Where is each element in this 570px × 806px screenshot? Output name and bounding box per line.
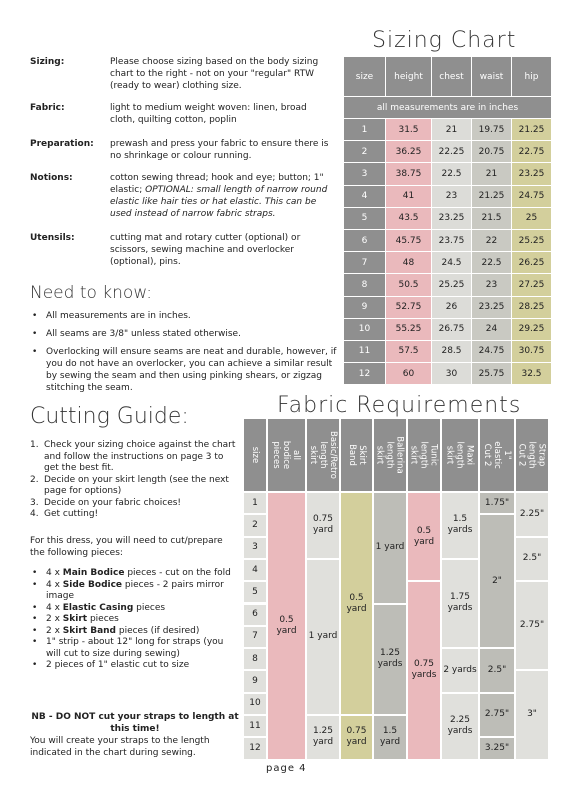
size-cell: 9 (243, 670, 267, 692)
column-header: Basic/Retro length skirt (306, 418, 340, 492)
table-cell: 48 (386, 252, 432, 274)
skirt-band-cell: 0.5 yard (340, 492, 373, 715)
table-cell: 45.75 (386, 229, 432, 251)
ballerina-skirt-cell: 1.25 yards (373, 604, 407, 716)
table-cell: 57.5 (386, 340, 432, 362)
table-cell: 26.25 (512, 252, 552, 274)
table-cell: 32.5 (512, 363, 552, 385)
list-item: • 2 x Skirt Band pieces (if desired) (30, 626, 240, 638)
list-item: 4. Get cutting! (30, 509, 99, 519)
need-to-know-list (30, 310, 340, 400)
table-cell: 27.25 (512, 274, 552, 296)
sizing-label: Sizing: (30, 57, 65, 67)
size-cell: 4 (243, 559, 267, 581)
ballerina-skirt-cell: 1.5 yard (373, 715, 407, 760)
notions-text: cotton sewing thread; hook and eye; button; 1" elastic; OPTIONAL: small length of narrow round elastic like hair ties or hat elastic. This can be used instead of narrow fabric straps. (110, 173, 328, 219)
size-cell: 10 (243, 693, 267, 715)
table-cell: 11 (344, 340, 386, 362)
maxi-skirt-cell: 1.75 yards (441, 559, 479, 648)
table-cell: 8 (344, 274, 386, 296)
table-row (344, 340, 552, 362)
table-cell: 21 (432, 119, 472, 141)
column-header: Strap length Cut 2 (515, 418, 549, 492)
table-cell: 22.75 (512, 141, 552, 163)
table-row (344, 229, 552, 251)
table-cell: 25.25 (432, 274, 472, 296)
table-cell: 22.5 (432, 163, 472, 185)
list-item: • 4 x Side Bodice pieces - 2 pairs mirror image (30, 580, 240, 603)
nb-title: NB - DO NOT cut your straps to length at this time! (31, 712, 239, 734)
strap-cell: 3" (515, 670, 549, 759)
fabric-requirements-title: Fabric Requirements (277, 393, 522, 418)
header-size: size (344, 57, 386, 97)
table-cell: 5 (344, 207, 386, 229)
basic-skirt-cell: 1.25 yard (306, 715, 340, 760)
column-header: size (243, 418, 267, 492)
column-header: Ballerina length skirt (373, 418, 407, 492)
cutting-intro: For this dress, you will need to cut/prepare the following pieces: (30, 536, 223, 558)
bodice-cell: 0.5 yard (267, 492, 306, 760)
table-cell: 26 (432, 296, 472, 318)
table-cell: 19.75 (472, 119, 512, 141)
table-cell: 23.75 (432, 229, 472, 251)
basic-skirt-cell: 0.75 yard (306, 492, 340, 559)
table-cell: 21.25 (472, 185, 512, 207)
column-header: Skirt Band (340, 418, 373, 492)
table-cell: 7 (344, 252, 386, 274)
table-cell: 2 (344, 141, 386, 163)
table-cell: 23.25 (472, 296, 512, 318)
column-header: Maxi length skirt (441, 418, 479, 492)
cutting-guide-title: Cutting Guide: (30, 404, 189, 429)
list-item: • 2 pieces of 1" elastic cut to size (30, 660, 240, 672)
table-cell: 22.25 (432, 141, 472, 163)
table-cell: 21.25 (512, 119, 552, 141)
size-cell: 12 (243, 737, 267, 759)
elastic-cell: 2" (479, 514, 515, 648)
list-item: • 1" strip - about 12" long for straps (you will cut to size during sewing) (30, 637, 240, 660)
size-cell: 6 (243, 604, 267, 626)
elastic-cell: 2.75" (479, 693, 515, 738)
pieces-list (30, 568, 240, 672)
table-row (344, 185, 552, 207)
table-row (344, 141, 552, 163)
table-cell: 22 (472, 229, 512, 251)
table-cell: 21 (472, 163, 512, 185)
list-item: • 2 x Skirt pieces (30, 614, 240, 626)
column-header: all bodice pieces (267, 418, 306, 492)
column-header: 1" elastic Cut 2 (479, 418, 515, 492)
table-cell: 28.5 (432, 340, 472, 362)
maxi-skirt-cell: 2 yards (441, 648, 479, 693)
table-cell: 28.25 (512, 296, 552, 318)
preparation-text: prewash and press your fabric to ensure there is no shrinkage or colour running. (110, 139, 329, 161)
table-row (344, 363, 552, 385)
fabric-requirements-grid (243, 418, 549, 760)
fabric-label: Fabric: (30, 103, 65, 113)
nb-text: You will create your straps to the length indicated in the chart during sewing. (30, 736, 210, 758)
table-cell: 55.25 (386, 318, 432, 340)
utensils-text: cutting mat and rotary cutter (optional) or scissors, sewing machine and overlocker (optional), pins. (110, 233, 301, 267)
table-cell: 31.5 (386, 119, 432, 141)
sizing-chart-title: Sizing Chart (372, 28, 517, 53)
table-cell: 30.75 (512, 340, 552, 362)
size-cell: 11 (243, 715, 267, 737)
header-hip: hip (512, 57, 552, 97)
page-number: page 4 (266, 763, 307, 774)
table-cell: 24.75 (472, 340, 512, 362)
table-cell: 25.25 (512, 229, 552, 251)
list-item: • Overlocking will ensure seams are neat and durable, however, if you do not have an overlocker, you can achieve a similar result by sewing the seam and then using pinking shears, or zigzag stitching the seam. (30, 346, 340, 394)
fabric-text: light to medium weight woven: linen, broad cloth, quilting cotton, poplin (110, 103, 307, 125)
table-cell: 3 (344, 163, 386, 185)
table-cell: 6 (344, 229, 386, 251)
list-item: 3. Decide on your fabric choices! (30, 497, 182, 508)
table-cell: 24.5 (432, 252, 472, 274)
table-cell: 41 (386, 185, 432, 207)
table-row (344, 296, 552, 318)
size-cell: 8 (243, 648, 267, 670)
table-row (344, 252, 552, 274)
table-cell: 52.75 (386, 296, 432, 318)
table-cell: 22.5 (472, 252, 512, 274)
utensils-label: Utensils: (30, 233, 75, 243)
list-item: 1. Check your sizing choice against the chart and follow the instructions on page 3 to get the best fit. (30, 440, 236, 473)
measurement-note: all measurements are in inches (344, 97, 552, 119)
table-cell: 26.75 (432, 318, 472, 340)
table-row (344, 274, 552, 296)
sizing-chart-table (343, 56, 552, 385)
strap-cell: 2.75" (515, 581, 549, 670)
tunic-skirt-cell: 0.75 yards (407, 581, 441, 759)
notions-label: Notions: (30, 173, 73, 183)
table-cell: 23.25 (432, 207, 472, 229)
header-chest: chest (432, 57, 472, 97)
preparation-label: Preparation: (30, 139, 94, 149)
table-cell: 25 (512, 207, 552, 229)
size-cell: 1 (243, 492, 267, 514)
skirt-band-cell: 0.75 yard (340, 715, 373, 760)
table-cell: 36.25 (386, 141, 432, 163)
table-row (344, 119, 552, 141)
size-cell: 5 (243, 581, 267, 603)
maxi-skirt-cell: 1.5 yards (441, 492, 479, 559)
column-header: Tunic length skirt (407, 418, 441, 492)
elastic-cell: 2.5" (479, 648, 515, 693)
list-item: 2. Decide on your skirt length (see the next page for options) (30, 474, 229, 496)
cutting-steps (30, 440, 240, 521)
table-row (344, 207, 552, 229)
table-cell: 24.75 (512, 185, 552, 207)
table-cell: 25.75 (472, 363, 512, 385)
table-cell: 30 (432, 363, 472, 385)
header-waist: waist (472, 57, 512, 97)
sizing-text: Please choose sizing based on the body sizing chart to the right - not on your "regular" RTW (ready to wear) clothing size. (110, 57, 319, 91)
table-cell: 23 (472, 274, 512, 296)
strap-cell: 2.25" (515, 492, 549, 537)
table-cell: 21.5 (472, 207, 512, 229)
size-cell: 3 (243, 537, 267, 559)
table-cell: 10 (344, 318, 386, 340)
table-cell: 23 (432, 185, 472, 207)
size-cell: 2 (243, 514, 267, 536)
table-cell: 12 (344, 363, 386, 385)
table-row (344, 318, 552, 340)
tunic-skirt-cell: 0.5 yard (407, 492, 441, 581)
list-item: • All seams are 3/8" unless stated otherwise. (30, 328, 340, 340)
size-cell: 7 (243, 626, 267, 648)
table-cell: 4 (344, 185, 386, 207)
strap-cell: 2.5" (515, 537, 549, 582)
table-row (344, 163, 552, 185)
list-item: • 4 x Elastic Casing pieces (30, 603, 240, 615)
table-cell: 50.5 (386, 274, 432, 296)
need-to-know-title: Need to know: (30, 283, 153, 303)
basic-skirt-cell: 1 yard (306, 559, 340, 715)
table-cell: 1 (344, 119, 386, 141)
table-cell: 20.75 (472, 141, 512, 163)
table-cell: 24 (472, 318, 512, 340)
elastic-cell: 1.75" (479, 492, 515, 514)
list-item: • 4 x Main Bodice pieces - cut on the fold (30, 568, 240, 580)
elastic-cell: 3.25" (479, 737, 515, 759)
table-cell: 9 (344, 296, 386, 318)
table-cell: 60 (386, 363, 432, 385)
list-item: • All measurements are in inches. (30, 310, 340, 322)
header-height: height (386, 57, 432, 97)
table-cell: 29.25 (512, 318, 552, 340)
table-cell: 23.25 (512, 163, 552, 185)
ballerina-skirt-cell: 1 yard (373, 492, 407, 604)
table-cell: 43.5 (386, 207, 432, 229)
table-cell: 38.75 (386, 163, 432, 185)
maxi-skirt-cell: 2.25 yards (441, 693, 479, 760)
